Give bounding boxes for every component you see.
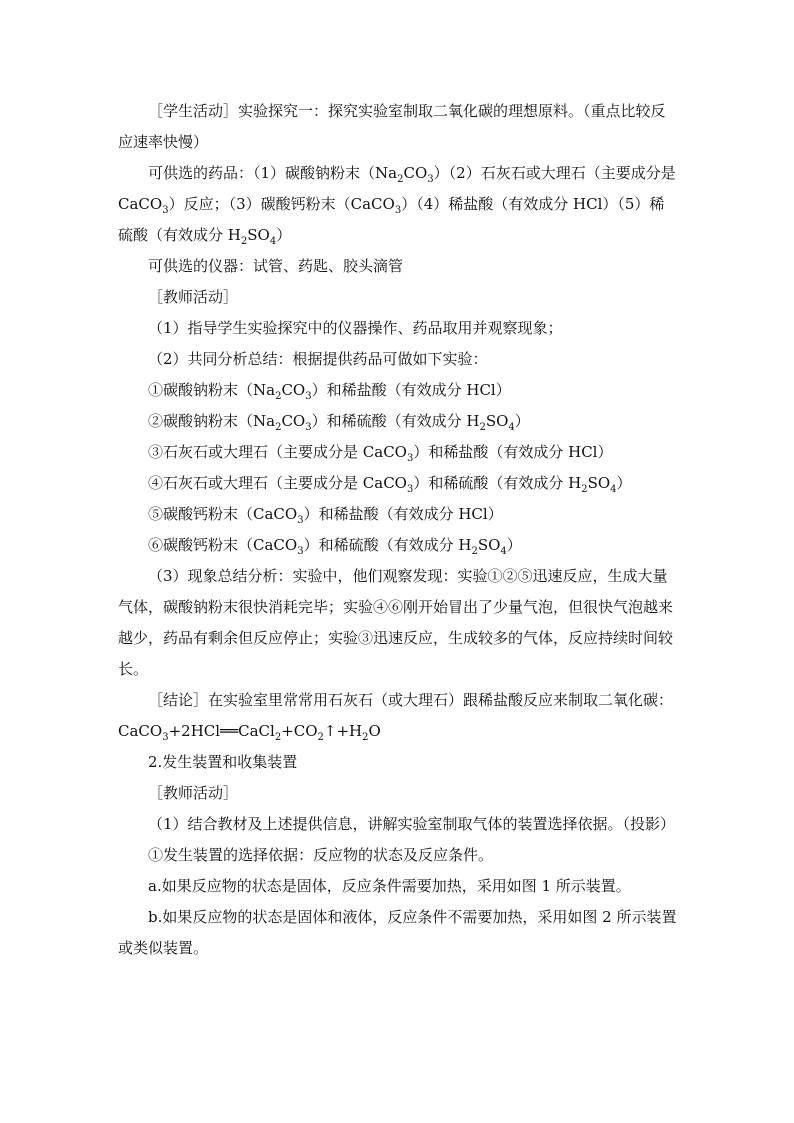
experiment-item-4: ④石灰石或大理石（主要成分是 CaCO$_3$）和稀硫酸（有效成分 $H_2SO_4$） <box>148 474 632 495</box>
paragraph-conclusion: ［结论］在实验室里常常用石灰石（或大理石）跟稀盐酸反应来制取二氧化碳：$CaCO_3+2HCl══CaCl_2+CO_2↑+H_2O$ <box>118 691 674 743</box>
paragraph-option-a: a.如果反应物的状态是固体，反应条件需要加热，采用如图 1 所示装置。 <box>148 877 631 895</box>
paragraph-option-b: b.如果反应物的状态是固体和液体，反应条件不需要加热，采用如图 2 所示装置或类似装置。 <box>118 908 677 957</box>
document-body <box>118 96 678 964</box>
paragraph-available-instruments: 可供选的仪器：试管、药匙、胶头滴管 <box>148 257 404 275</box>
experiment-item-3: ③石灰石或大理石（主要成分是 CaCO$_3$）和稀盐酸（有效成分 HCl） <box>148 443 613 464</box>
experiment-item-5: ⑤碳酸钙粉末（CaCO$_3$）和稀盐酸（有效成分 HCl） <box>148 505 503 526</box>
paragraph-available-chemicals: 可供选的药品：（1）碳酸钠粉末$(Na_2CO_3)(2)$石灰石或大理石（主要成分是 CaCO$_3$）反应；（3）碳酸钙粉末（CaCO$_3$）（4）稀盐酸（有效成分 HCl）（5）稀硫酸（有效成分 $H_2SO_4$） <box>118 164 676 247</box>
paragraph-joint-analysis: （2）共同分析总结：根据提供药品可做如下实验： <box>148 350 488 368</box>
experiment-item-6: ⑥碳酸钙粉末（CaCO$_3$）和稀硫酸（有效成分 $H_2SO_4$） <box>148 536 522 557</box>
paragraph-generator-basis: ①发生装置的选择依据：反应物的状态及反应条件。 <box>148 846 494 864</box>
paragraph-phenomenon-summary: （3）现象总结分析：实验中，他们观察发现：实验①②⑤迅速反应，生成大量气体，碳酸钠粉末很快消耗完毕；实验④⑥刚开始冒出了少量气泡，但很快气泡越来越少，药品有剩余但反应停止；实验③迅速反应，生成较多的气体，反应持续时间较长。 <box>118 567 674 678</box>
experiment-item-1: ①碳酸钠粉末$(Na_2CO_3)$和稀盐酸（有效成分 HCl） <box>148 381 511 402</box>
section-heading-apparatus: 2.发生装置和收集装置 <box>148 753 298 771</box>
experiment-item-2: ②碳酸钠粉末$(Na_2CO_3)$和稀硫酸（有效成分 $H_2SO_4$） <box>148 412 530 433</box>
paragraph-guide-students: （1）指导学生实验探究中的仪器操作、药品取用并观察现象； <box>148 319 563 337</box>
heading-teacher-activity: ［教师活动］ <box>148 288 239 306</box>
heading-teacher-activity-2: ［教师活动］ <box>148 784 239 802</box>
paragraph-student-activity: ［学生活动］实验探究一：探究实验室制取二氧化碳的理想原料。（重点比较反应速率快慢） <box>118 102 666 151</box>
paragraph-explain-apparatus: （1）结合教材及上述提供信息，讲解实验室制取气体的装置选择依据。（投影） <box>148 815 676 833</box>
